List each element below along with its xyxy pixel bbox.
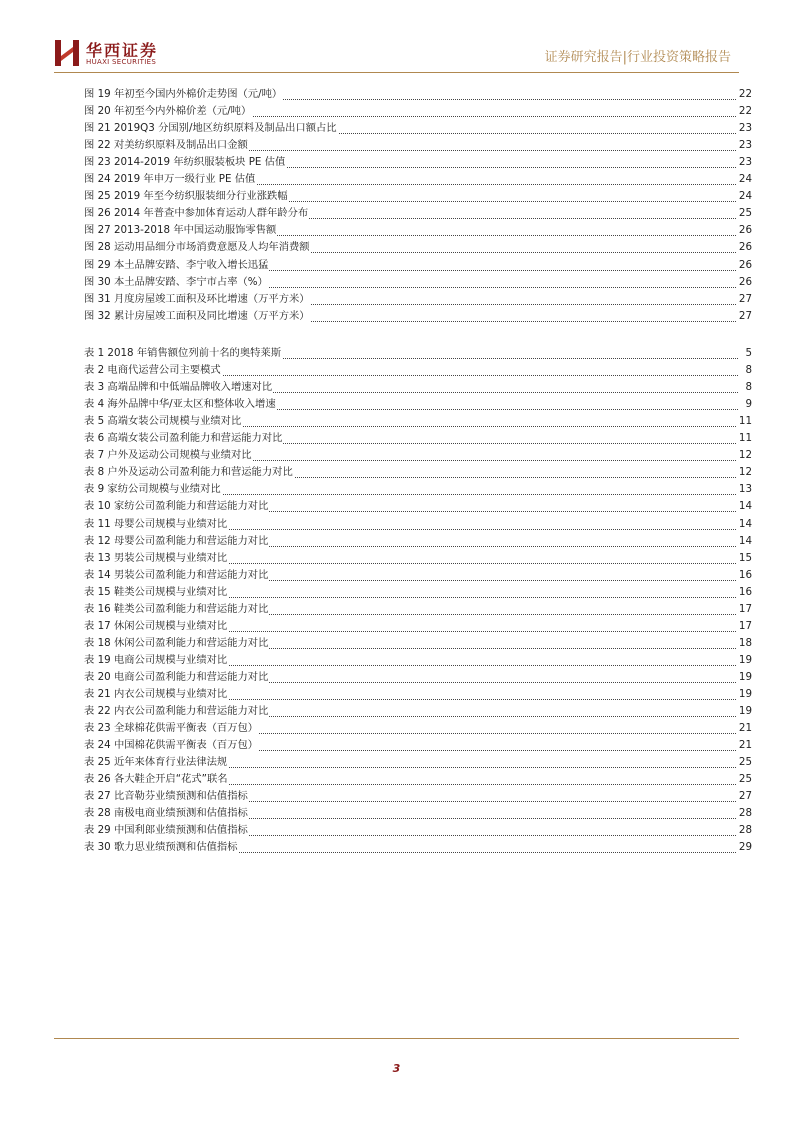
toc-entry-title[interactable]: 表 4 海外品牌中华/亚太区和整体收入增速: [84, 396, 277, 413]
toc-entry-page[interactable]: 27: [737, 308, 752, 325]
toc-entry-title[interactable]: 表 18 休闲公司盈利能力和营运能力对比: [84, 635, 269, 652]
toc-entry-page[interactable]: 25: [737, 754, 752, 771]
toc-entry-page[interactable]: 8: [743, 362, 752, 379]
toc-entry-title[interactable]: 表 26 各大鞋企开启“花式”联名: [84, 771, 229, 788]
toc-entry-title[interactable]: 表 11 母婴公司规模与业绩对比: [84, 516, 228, 533]
toc-entry-title[interactable]: 表 8 户外及运动公司盈利能力和营运能力对比: [84, 464, 294, 481]
toc-entry-title[interactable]: 表 1 2018 年销售额位列前十名的奥特莱斯: [84, 345, 282, 362]
toc-entry-page[interactable]: 22: [737, 86, 752, 103]
toc-entry-title[interactable]: 表 17 休闲公司规模与业绩对比: [84, 618, 228, 635]
footer-divider: [54, 1038, 739, 1039]
toc-entry-page[interactable]: 26: [737, 239, 752, 256]
toc-entry-page[interactable]: 16: [737, 584, 752, 601]
toc-entry-title[interactable]: 表 24 中国棉花供需平衡表（百万包）: [84, 737, 259, 754]
toc-entry-title[interactable]: 图 23 2014-2019 年纺织服装板块 PE 估值: [84, 154, 286, 171]
toc-entry-page[interactable]: 25: [737, 205, 752, 222]
toc-entry-page[interactable]: 11: [737, 430, 752, 447]
toc-entry-title[interactable]: 表 5 高端女装公司规模与业绩对比: [84, 413, 242, 430]
toc-entry-title[interactable]: 表 21 内衣公司规模与业绩对比: [84, 686, 228, 703]
figure-index-row[interactable]: [84, 310, 752, 327]
toc-entry-title[interactable]: 表 16 鞋类公司盈利能力和营运能力对比: [84, 601, 269, 618]
toc-entry-title[interactable]: 图 21 2019Q3 分国别/地区纺织原料及制品出口额占比: [84, 120, 338, 137]
toc-entry-page[interactable]: 21: [737, 720, 752, 737]
toc-entry-page[interactable]: 15: [737, 550, 752, 567]
toc-entry-page[interactable]: 17: [737, 618, 752, 635]
table-index-row[interactable]: [84, 841, 752, 858]
toc-entry-page[interactable]: 16: [737, 567, 752, 584]
toc-entry-title[interactable]: 表 27 比音勒芬业绩预测和估值指标: [84, 788, 249, 805]
toc-entry-title[interactable]: 表 30 歌力思业绩预测和估值指标: [84, 839, 239, 856]
toc-entry-page[interactable]: 11: [737, 413, 752, 430]
toc-entry-page[interactable]: 14: [737, 498, 752, 515]
table-index-list: [84, 347, 752, 858]
toc-entry-page[interactable]: 18: [737, 635, 752, 652]
header-divider: [54, 72, 739, 73]
toc-entry-title[interactable]: 表 2 电商代运营公司主要模式: [84, 362, 222, 379]
toc-entry-page[interactable]: 5: [743, 345, 752, 362]
toc-entry-title[interactable]: 表 20 电商公司盈利能力和营运能力对比: [84, 669, 269, 686]
toc-entry-title[interactable]: 图 19 年初至今国内外棉价走势图（元/吨）: [84, 86, 283, 103]
toc-entry-title[interactable]: 表 25 近年来体育行业法律法规: [84, 754, 228, 771]
toc-entry-title[interactable]: 表 19 电商公司规模与业绩对比: [84, 652, 228, 669]
toc-entry-page[interactable]: 24: [737, 171, 752, 188]
page-number: 3: [392, 1062, 401, 1075]
report-type-label: 证券研究报告|行业投资策略报告: [544, 50, 731, 65]
toc-entry-title[interactable]: 表 15 鞋类公司规模与业绩对比: [84, 584, 228, 601]
toc-entry-page[interactable]: 19: [737, 703, 752, 720]
company-logo: [54, 38, 164, 70]
toc-entry-title[interactable]: 表 28 南极电商业绩预测和估值指标: [84, 805, 249, 822]
toc-entry-page[interactable]: 8: [743, 379, 752, 396]
huaxi-logo-icon: [54, 38, 80, 68]
toc-entry-page[interactable]: 12: [737, 464, 752, 481]
toc-entry-page[interactable]: 19: [737, 669, 752, 686]
toc-entry-title[interactable]: 表 29 中国利郎业绩预测和估值指标: [84, 822, 249, 839]
toc-entry-page[interactable]: 27: [737, 291, 752, 308]
logo-chinese-name: 华西证券: [86, 41, 159, 60]
toc-entry-page[interactable]: 26: [737, 274, 752, 291]
figure-index-list: [84, 88, 752, 327]
toc-entry-page[interactable]: 9: [743, 396, 752, 413]
toc-entry-title[interactable]: 图 29 本土品牌安踏、李宁收入增长迅猛: [84, 257, 269, 274]
toc-entry-title[interactable]: 表 9 家纺公司规模与业绩对比: [84, 481, 222, 498]
toc-entry-page[interactable]: 27: [737, 788, 752, 805]
toc-entry-page[interactable]: 14: [737, 533, 752, 550]
toc-entry-title[interactable]: 表 6 高端女装公司盈利能力和营运能力对比: [84, 430, 283, 447]
toc-entry-title[interactable]: 图 27 2013-2018 年中国运动服饰零售额: [84, 222, 277, 239]
toc-entry-page[interactable]: 28: [737, 805, 752, 822]
toc-entry-page[interactable]: 17: [737, 601, 752, 618]
toc-entry-page[interactable]: 23: [737, 154, 752, 171]
toc-entry-page[interactable]: 28: [737, 822, 752, 839]
toc-entry-page[interactable]: 26: [737, 257, 752, 274]
toc-entry-title[interactable]: 图 28 运动用品细分市场消费意愿及人均年消费额: [84, 239, 311, 256]
toc-entry-title[interactable]: 图 32 累计房屋竣工面积及同比增速（万平方米）: [84, 308, 311, 325]
toc-entry-title[interactable]: 图 31 月度房屋竣工面积及环比增速（万平方米）: [84, 291, 311, 308]
toc-entry-page[interactable]: 23: [737, 120, 752, 137]
toc-entry-page[interactable]: 26: [737, 222, 752, 239]
toc-entry-page[interactable]: 22: [737, 103, 752, 120]
toc-entry-title[interactable]: 表 22 内衣公司盈利能力和营运能力对比: [84, 703, 269, 720]
toc-entry-page[interactable]: 25: [737, 771, 752, 788]
toc-entry-page[interactable]: 12: [737, 447, 752, 464]
toc-entry-title[interactable]: 表 14 男装公司盈利能力和营运能力对比: [84, 567, 269, 584]
toc-entry-title[interactable]: 图 22 对美纺织原料及制品出口金额: [84, 137, 249, 154]
toc-entry-title[interactable]: 表 13 男装公司规模与业绩对比: [84, 550, 228, 567]
toc-entry-title[interactable]: 图 24 2019 年申万一级行业 PE 估值: [84, 171, 256, 188]
logo-english-name: HUAXI SECURITIES: [86, 58, 157, 66]
toc-entry-title[interactable]: 图 30 本土品牌安踏、李宁市占率（%）: [84, 274, 269, 291]
toc-entry-page[interactable]: 21: [737, 737, 752, 754]
toc-entry-page[interactable]: 14: [737, 516, 752, 533]
toc-entry-page[interactable]: 23: [737, 137, 752, 154]
toc-entry-title[interactable]: 表 7 户外及运动公司规模与业绩对比: [84, 447, 253, 464]
toc-entry-title[interactable]: 表 10 家纺公司盈利能力和营运能力对比: [84, 498, 269, 515]
toc-entry-page[interactable]: 13: [737, 481, 752, 498]
toc-entry-title[interactable]: 表 3 高端品牌和中低端品牌收入增速对比: [84, 379, 273, 396]
toc-entry-title[interactable]: 图 26 2014 年普查中参加体育运动人群年龄分布: [84, 205, 309, 222]
toc-entry-title[interactable]: 图 25 2019 年至今纺织服装细分行业涨跌幅: [84, 188, 289, 205]
toc-entry-title[interactable]: 表 12 母婴公司盈利能力和营运能力对比: [84, 533, 269, 550]
toc-entry-page[interactable]: 19: [737, 652, 752, 669]
toc-entry-title[interactable]: 图 20 年初至今内外棉价差（元/吨）: [84, 103, 252, 120]
toc-entry-page[interactable]: 29: [737, 839, 752, 856]
toc-entry-page[interactable]: 24: [737, 188, 752, 205]
toc-entry-page[interactable]: 19: [737, 686, 752, 703]
toc-entry-title[interactable]: 表 23 全球棉花供需平衡表（百万包）: [84, 720, 259, 737]
